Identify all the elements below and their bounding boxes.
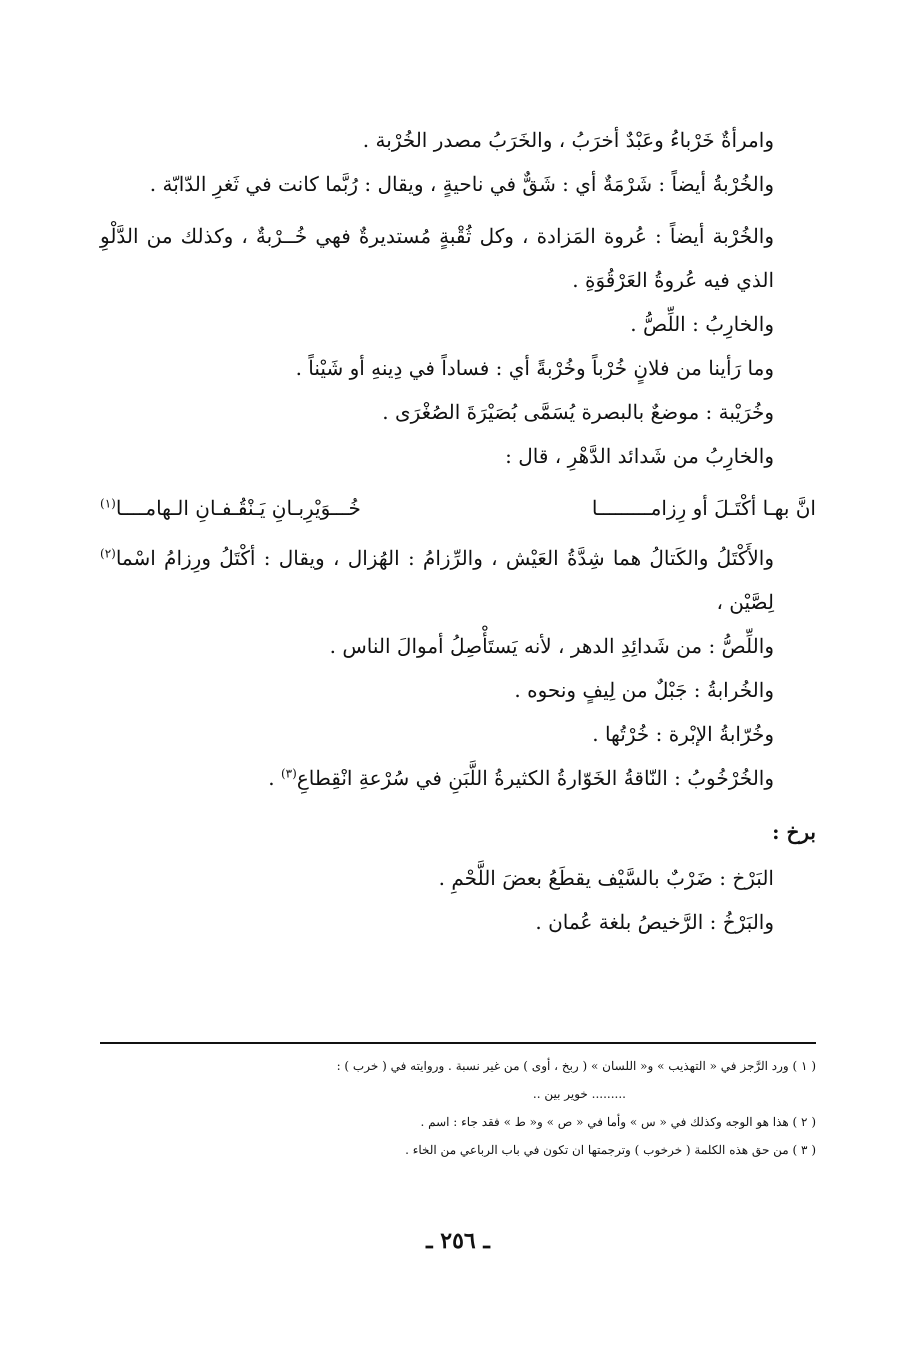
- paragraph: والخُرابةُ : جَبْلٌ من لِيفٍ ونحوه .: [514, 678, 774, 702]
- footnote-mark: (٢): [100, 546, 116, 561]
- paragraph: والخارِبُ : اللِّصُّ .: [630, 312, 774, 336]
- paragraph: وما رَأينا من فلانٍ خُرْباً وخُرْبةً أي : فساداً في دِينهِ أو شَيْناً .: [295, 356, 774, 380]
- verse-second-hemistich: خُـــوَيْرِبـانِ يَـنْقُـفـانِ الـهامــــا$^{(١)}$: [100, 496, 361, 520]
- paragraph: واللِّصُّ : من شَدائِدِ الدهر ، لأنه يَستَأْصِلُ أموالَ الناس .: [329, 634, 774, 658]
- paragraph: والخارِبُ من شَدائد الدَّهْرِ ، قال :: [505, 444, 774, 468]
- footnote-continuation: ......... خوير بين ..: [532, 1087, 626, 1101]
- paragraph: والخُرْخُوبُ : النّاقةُ الخَوّارةُ الكثيرةُ اللَّبَنِ في سُرْعةِ انْقِطاعِ$^{(٣)}$ .: [268, 766, 774, 790]
- verse-line: [100, 482, 816, 534]
- main-text: [100, 118, 816, 944]
- paragraph: البَرْخ : ضَرْبٌ بالسَّيْف يقطَعُ بعضَ اللَّحْمِ .: [438, 866, 774, 890]
- footnote: ( ١ ) ورد الرَّجز في « التهذيب » و« اللسان » ( ربخ ، أوى ) من غير نسبة . وروايته في ( خرب ) :: [336, 1059, 816, 1073]
- footnote: ( ٢ ) هذا هو الوجه وكذلك في « س » وأما في « ص » و« ط » فقد جاء : اسم .: [420, 1115, 816, 1129]
- footnote-mark: (١): [100, 496, 116, 511]
- paragraph: وخُرَيْبة : موضعٌ بالبصرة يُسَمَّى بُصَيْرَةَ الصُغْرَى .: [382, 400, 774, 424]
- paragraph: والخُرْبةُ أيضاً : شَرْمَةٌ أي : شَقٌّ في ناحيةٍ ، ويقال : رُبَّما كانت في ثَغرِ الدّابّة .: [149, 172, 774, 196]
- footnote-divider: [100, 1042, 816, 1044]
- section-heading: برخ :: [772, 820, 816, 844]
- paragraph: والبَرْخُ : الرَّخيصُ بلغة عُمان .: [535, 910, 774, 934]
- paragraph: وخُرّابةُ الإبْرة : خُرْتُها .: [592, 722, 774, 746]
- paragraph: والأَكْتَلُ والكَتالُ هما شِدَّةُ العَيْش ، والرِّزامُ : الهُزال ، ويقال : أكْتَلُ ورِزامُ اسْما$^{(٢)}$ لِصَّيْن ،: [100, 546, 774, 614]
- paragraph: والخُرْبة أيضاً : عُروة المَزادة ، وكل ثُقْبةٍ مُستديرةٌ فهي خُــرْبةٌ ، وكذلك من الدَّلْوِ الذي فيه عُروةُ العَرْقُوَةِ .: [100, 224, 774, 292]
- paragraph: وامرأةٌ خَرْباءُ وعَبْدٌ أخرَبُ ، والخَرَبُ مصدر الخُرْبة .: [362, 128, 774, 152]
- page-number: ـ ٢٥٦ ـ: [426, 1228, 490, 1254]
- footnotes: [100, 1052, 816, 1164]
- footnote-mark: (٣): [280, 766, 297, 781]
- footnote: ( ٣ ) من حق هذه الكلمة ( خرخوب ) وترجمتها ان تكون في باب الرباعي من الخاء .: [405, 1143, 816, 1157]
- verse-first-hemistich: انَّ بهـا أكْتَـلَ أو رِزامـــــــــا: [591, 496, 816, 520]
